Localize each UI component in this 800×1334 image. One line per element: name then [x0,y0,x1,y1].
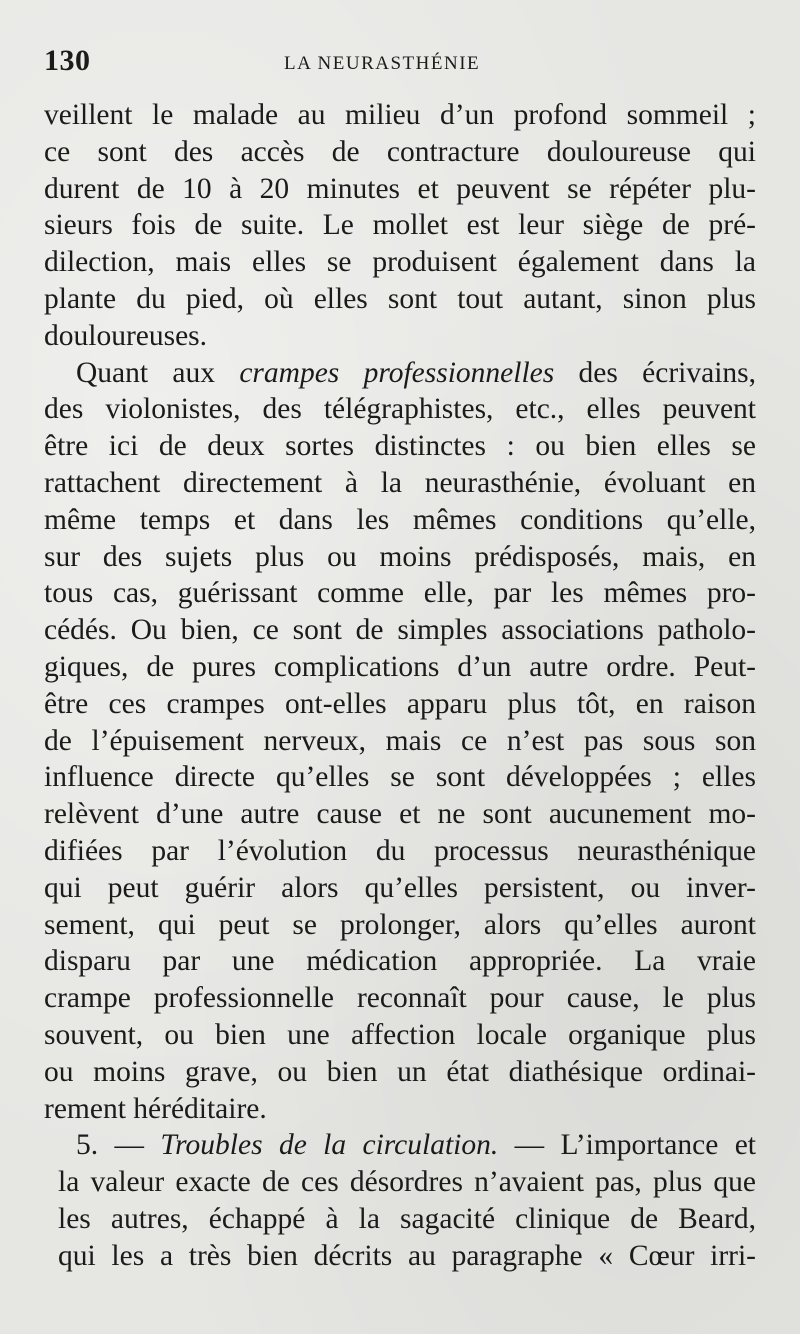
text-run: disparu par une médication appropriée. La vraie [44,945,756,978]
text-line [44,318,756,355]
text-run: Quant aux [76,356,240,389]
text-run: être ces crampes ont-elles apparu plus tôt, en raison [44,687,756,720]
text-run: giques, de pures complications d’un autre ordre. Peut- [44,650,756,683]
text-run: relèvent d’une autre cause et ne sont aucunement mo- [44,798,756,831]
text-run: dilection, mais elles se produisent également dans la [44,246,756,279]
text-run: plante du pied, où elles sont tout autant, sinon plus [44,282,756,315]
text-line [44,428,756,465]
text-line [44,612,756,649]
text-line [44,980,756,1017]
text-run: influence directe qu’elles se sont développées ; elles [44,761,756,794]
page-number: 130 [44,44,91,77]
page-header [44,44,748,80]
text-run: tous cas, guérissant comme elle, par les mêmes pro- [44,577,756,610]
text-line [44,134,756,171]
text-run: sur des sujets plus ou moins prédisposés, mais, en [44,540,756,573]
text-run: les autres, échappé à la sagacité clinique de Beard, [58,1202,756,1235]
italic-text-run: Troubles de la circulation. [160,1129,499,1162]
italic-text-run: crampes professionnelles [239,356,555,389]
text-line [44,1201,756,1238]
text-run: la valeur exacte de ces désordres n’avaient pas, plus que [58,1166,756,1199]
text-run: douloureuses. [44,319,208,352]
text-run: difiées par l’évolution du processus neurasthénique [44,834,756,867]
text-line [44,244,756,281]
text-line [44,649,756,686]
text-line [44,1164,756,1201]
text-run: cédés. Ou bien, ce sont de simples associations patholo- [44,614,756,647]
text-line [44,355,756,392]
text-line [44,171,756,208]
text-line [44,539,756,576]
text-run: sement, qui peut se prolonger, alors qu’elles auront [44,908,756,941]
text-run: qui les a très bien décrits au paragraphe « Cœur irri- [58,1239,756,1272]
text-run: être ici de deux sortes distinctes : ou bien elles se [44,430,756,463]
text-line [44,907,756,944]
text-run: — L’importance et [498,1129,756,1162]
text-line [44,686,756,723]
text-line [44,833,756,870]
text-run: qui peut guérir alors qu’elles persistent, ou inver- [44,871,756,904]
text-run: de l’épuisement nerveux, mais ce n’est pas sous son [44,724,756,757]
text-run: rattachent directement à la neurasthénie, évoluant en [44,466,756,499]
running-title: LA NEURASTHÉNIE [284,53,481,74]
text-run: veillent le malade au milieu d’un profond sommeil ; [44,99,756,131]
text-run: même temps et dans les mêmes conditions qu’elle, [44,503,756,536]
text-line [44,1238,756,1275]
text-line [44,1127,756,1164]
text-run: 5. — [76,1129,161,1162]
text-run: ou moins grave, ou bien un état diathésique ordinai- [44,1055,756,1088]
text-run: sieurs fois de suite. Le mollet est leur siège de pré- [44,209,756,242]
text-line [44,1054,756,1091]
text-run: souvent, ou bien une affection locale organique plus [44,1018,756,1051]
text-line [44,796,756,833]
text-line [44,465,756,502]
text-run: ce sont des accès de contracture douloureuse qui [44,135,756,168]
text-run: des écrivains, [554,356,756,389]
text-line [44,391,756,428]
text-line [44,207,756,244]
text-line [44,575,756,612]
text-line [44,97,756,134]
text-run: crampe professionnelle reconnaît pour cause, le plus [44,982,756,1015]
text-run: des violonistes, des télégraphistes, etc., elles peuvent [44,393,756,426]
text-line [44,723,756,760]
body-text [44,97,756,1275]
text-line [44,502,756,539]
text-run: rement héréditaire. [44,1092,267,1125]
text-line [44,1091,756,1128]
text-line [44,1017,756,1054]
text-run: durent de 10 à 20 minutes et peuvent se répéter plu- [44,172,756,205]
text-line [44,759,756,796]
text-line [44,870,756,907]
text-line [44,281,756,318]
text-line [44,943,756,980]
